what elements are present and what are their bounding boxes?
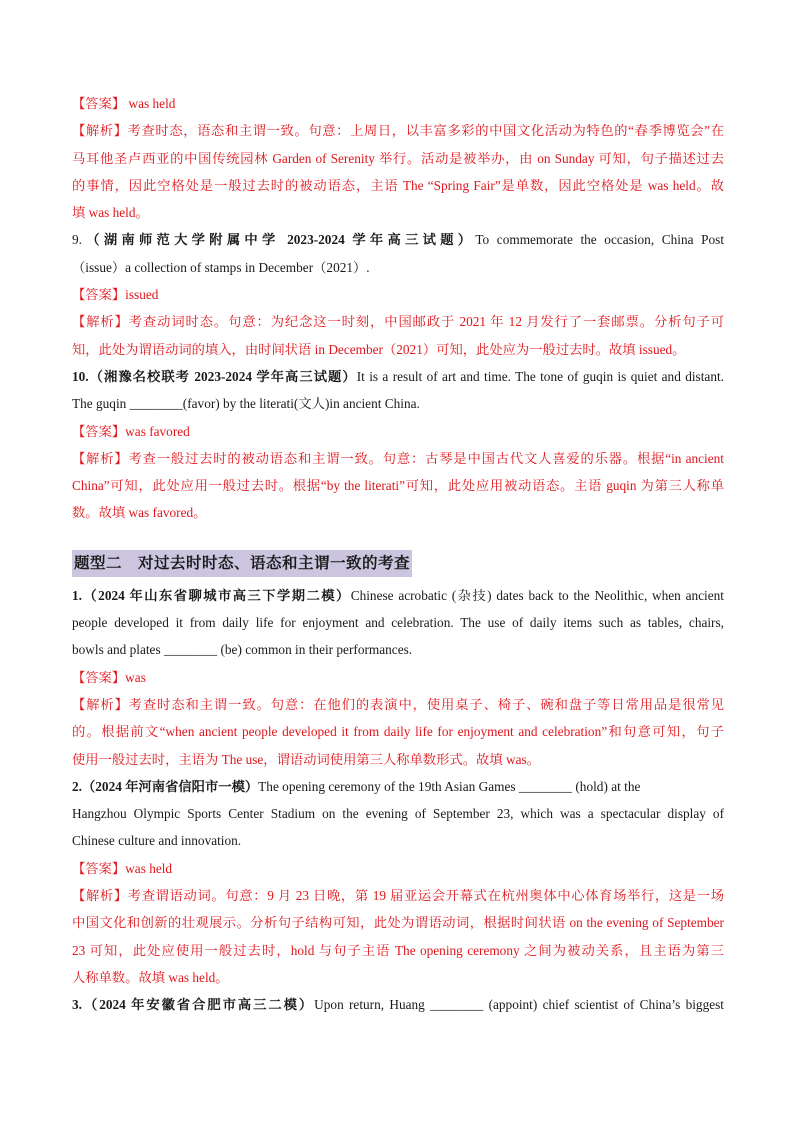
s2-question-1-line-2: people developed it from daily life for enjoyment and celebration. The use of daily items such as tables, chairs, bbox=[72, 615, 724, 631]
question-10-source: （湘豫名校联考 2023-2024 学年高三试题） bbox=[88, 368, 357, 384]
s2-explanation-1-line-3: 使用一般过去时，主语为 The use，谓语动词使用第三人称单数形式。故填 was。 bbox=[72, 751, 540, 767]
explanation-8-line-1: 【解析】考查时态，语态和主谓一致。句意：上周日，以丰富多彩的中国文化活动为特色的“春季博览会”在 bbox=[72, 123, 724, 139]
s2-explanation-2-line-4: 人称单数。故填 was held。 bbox=[72, 969, 229, 985]
document-page bbox=[72, 90, 724, 1019]
s2-question-1-source: （2024 年山东省聊城市高三下学期二模） bbox=[81, 587, 351, 603]
answer-9: 【答案】issued bbox=[72, 287, 159, 303]
question-9-line-2: （issue）a collection of stamps in December（2021）. bbox=[72, 259, 370, 275]
s2-question-2-source: （2024 年河南省信阳市一模） bbox=[81, 778, 259, 794]
question-10-line-2: The guqin ________(favor) by the literati(文人)in ancient China. bbox=[72, 396, 420, 412]
s2-explanation-1-line-2: 的。根据前文“when ancient people developed it from daily life for enjoyment and celebration”和句意可知，句子 bbox=[72, 724, 724, 740]
s2-answer-2: 【答案】was held bbox=[72, 860, 173, 876]
question-9-source: （湖南师范大学附属中学 2023-2024 学年高三试题） bbox=[81, 232, 476, 248]
s2-question-3-line-1 bbox=[72, 991, 724, 1018]
explanation-9-line-2: 知，此处为谓语动词的填入，由时间状语 in December（2021）可知，此处应为一般过去时。故填 issued。 bbox=[72, 341, 686, 357]
explanation-8-line-4: 填 was held。 bbox=[72, 205, 149, 221]
s2-question-1-text: Chinese acrobatic (杂技) dates back to the Neolithic, when ancient bbox=[350, 587, 724, 603]
explanation-9-line-1: 【解析】考查动词时态。句意：为纪念这一时刻，中国邮政于 2021 年 12 月发行了一套邮票。分析句子可 bbox=[72, 314, 724, 330]
s2-question-1-line-3: bowls and plates ________ (be) common in their performances. bbox=[72, 642, 413, 658]
explanation-10-line-3: 数。故填 was favored。 bbox=[72, 505, 207, 521]
question-10-line-1 bbox=[72, 363, 724, 390]
s2-question-3-text: Upon return, Huang ________ (appoint) chief scientist of China’s biggest bbox=[314, 997, 724, 1013]
s2-explanation-2-line-1: 【解析】考查谓语动词。句意：9 月 23 日晚，第 19 届亚运会开幕式在杭州奥体中心体育场举行，这是一场 bbox=[72, 888, 724, 904]
question-9-text: To commemorate the occasion, China Post bbox=[475, 232, 724, 248]
explanation-8-line-3: 的事情，因此空格处是一般过去时的被动语态，主语 The “Spring Fair”是单数，因此空格处是 was held。故 bbox=[72, 177, 724, 193]
s2-question-2-line-1 bbox=[72, 773, 724, 800]
s2-question-1-line-1 bbox=[72, 582, 724, 609]
section-heading: 题型二 对过去时时态、语态和主谓一致的考查 bbox=[72, 550, 412, 577]
explanation-10-line-1: 【解析】考查一般过去时的被动语态和主谓一致。句意：古琴是中国古代文人喜爱的乐器。根据“in ancient bbox=[72, 450, 724, 466]
answer-8: 【答案】 was held bbox=[72, 96, 176, 111]
answer-10: 【答案】was favored bbox=[72, 423, 190, 439]
s2-question-3-number: 3. bbox=[72, 997, 82, 1013]
question-10-text: It is a result of art and time. The tone of guqin is quiet and distant. bbox=[356, 368, 724, 384]
s2-answer-1: 【答案】was bbox=[72, 669, 146, 685]
s2-question-3-source: （2024 年安徽省合肥市高三二模） bbox=[81, 997, 315, 1013]
s2-explanation-2-line-2: 中国文化和创新的壮观展示。分析句子结构可知，此处为谓语动词，根据时间状语 on the evening of September bbox=[72, 915, 724, 931]
s2-question-2-line-2: Hangzhou Olympic Sports Center Stadium on the evening of September 23, which was a spectacular display of bbox=[72, 806, 724, 822]
explanation-8-line-2: 马耳他圣卢西亚的中国传统园林 Garden of Serenity 举行。活动是被举办，由 on Sunday 可知，句子描述过去 bbox=[72, 150, 724, 166]
s2-question-1-number: 1. bbox=[72, 587, 82, 603]
explanation-10-line-2: China”可知，此处应用一般过去时。根据“by the literati”可知，此处应用被动语态。主语 guqin 为第三人称单 bbox=[72, 478, 724, 494]
s2-question-2-line-3: Chinese culture and innovation. bbox=[72, 833, 242, 849]
s2-question-2-number: 2. bbox=[72, 778, 82, 794]
s2-explanation-2-line-3: 23 可知，此处应使用一般过去时，hold 与句子主语 The opening ceremony 之间为被动关系，且主语为第三 bbox=[72, 942, 724, 958]
question-9-line-1 bbox=[72, 226, 724, 253]
question-9-number: 9. bbox=[72, 232, 82, 248]
s2-explanation-1-line-1: 【解析】考查时态和主谓一致。句意：在他们的表演中，使用桌子、椅子、碗和盘子等日常用品是很常见 bbox=[72, 696, 724, 712]
question-10-number: 10. bbox=[72, 368, 89, 384]
s2-question-2-text: The opening ceremony of the 19th Asian Games ________ (hold) at the bbox=[258, 778, 641, 794]
